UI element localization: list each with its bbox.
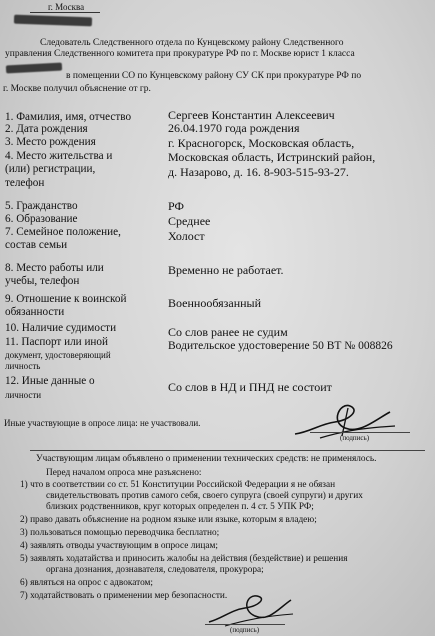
rights-item: 7) ходатайствовать о применении мер безопасности. xyxy=(20,591,228,601)
field-value: Временно не работает. xyxy=(168,263,284,277)
rights-intro: Перед началом опроса мне разъяснено: xyxy=(46,468,202,478)
field-label: 2. Дата рождения xyxy=(5,123,88,135)
field-label: 7. Семейное положение, xyxy=(5,226,121,238)
field-label: 11. Паспорт или иной xyxy=(5,336,108,348)
header-line-1: Следователь Следственного отдела по Кунцевскому району Следственного xyxy=(40,38,344,48)
field-value: Со слов в НД и ПНД не состоит xyxy=(168,380,332,394)
field-label: документ, удостоверяющий xyxy=(5,350,111,360)
redaction-mark xyxy=(6,63,62,74)
tech-notice: Участвующим лицам объявлено о применении технических средств: не применялось. xyxy=(36,454,377,464)
redaction-mark xyxy=(14,15,92,27)
header-line-2: управления Следственного комитета при прокуратуре РФ по г. Москве юрист 1 класса xyxy=(5,49,355,59)
field-label: 4. Место жительства и xyxy=(5,150,113,162)
rights-item: органа дознания, дознавателя, следователя, прокурора; xyxy=(46,565,264,575)
field-label: состав семьи xyxy=(5,239,68,251)
field-value: РФ xyxy=(168,199,184,213)
field-label: 8. Место работы или xyxy=(5,262,104,274)
field-value: Московская область, Истринский район, xyxy=(168,150,376,164)
signature-caption-bottom: (подпись) xyxy=(230,626,260,634)
field-label: личности xyxy=(5,390,42,400)
field-value: Военнообязанный xyxy=(168,296,262,310)
city: г. Москва xyxy=(48,2,85,12)
field-value: Среднее xyxy=(168,214,211,228)
rights-item: 3) пользоваться помощью переводчика бесплатно; xyxy=(20,528,220,538)
field-value: Со слов ранее не судим xyxy=(168,325,288,339)
field-label: учебы, телефон xyxy=(5,275,80,287)
field-label: 6. Образование xyxy=(5,213,78,225)
city-underline xyxy=(30,12,100,13)
rights-item: 6) являться на опрос с адвокатом; xyxy=(20,578,154,588)
rights-item: свидетельствовать против самого себя, своего супруга (своей супруги) и других xyxy=(46,491,363,501)
rights-item: близких родственников, круг которых определен п. 4 ст. 5 УПК РФ; xyxy=(46,502,314,512)
field-value: 26.04.1970 года рождения xyxy=(168,121,300,135)
field-label: личность xyxy=(5,361,41,371)
field-label: 1. Фамилия, имя, отчество xyxy=(5,111,132,123)
other-participants: Иные участвующие в опросе лица: не участвовали. xyxy=(4,418,201,428)
rights-item: 5) заявлять ходатайства и приносить жалобы на действия (бездействие) и решения xyxy=(20,554,348,564)
field-label: (или) регистрации, xyxy=(5,163,96,175)
header-line-3: в помещении СО по Кунцевскому району СУ СК при прокуратуре РФ по xyxy=(66,71,362,81)
field-value: Водительское удостоверение 50 ВТ № 008826 xyxy=(168,340,393,352)
field-label: 3. Место рождения xyxy=(5,136,96,148)
rights-item: 2) право давать объяснение на родном языке или языке, которым я владею; xyxy=(20,515,317,525)
field-value: Холост xyxy=(168,229,205,243)
field-label: 9. Отношение к воинской xyxy=(5,293,127,305)
signature-caption: (подпись) xyxy=(340,434,370,442)
field-label: 12. Иные данные о xyxy=(5,375,95,387)
signature-line xyxy=(205,624,285,625)
rights-item: 4) заявлять отводы участвующим в опросе лицам; xyxy=(20,541,218,551)
field-label: 5. Гражданство xyxy=(5,200,78,212)
field-value: Сергеев Константин Алексеевич xyxy=(168,108,335,122)
signature-line xyxy=(310,432,410,433)
field-label: 10. Наличие судимости xyxy=(5,322,117,334)
field-label: обязанности xyxy=(5,306,65,318)
separator xyxy=(30,450,425,451)
field-label: телефон xyxy=(5,177,45,189)
rights-item: 1) что в соответствии со ст. 51 Конституции Российской Федерации я не обязан xyxy=(20,480,336,490)
field-value: д. Назарово, д. 16. 8-903-515-93-27. xyxy=(168,165,349,179)
field-value: г. Красногорск, Московская область, xyxy=(168,136,355,150)
header-line-4: г. Москве получил объяснение от гр. xyxy=(3,84,151,94)
